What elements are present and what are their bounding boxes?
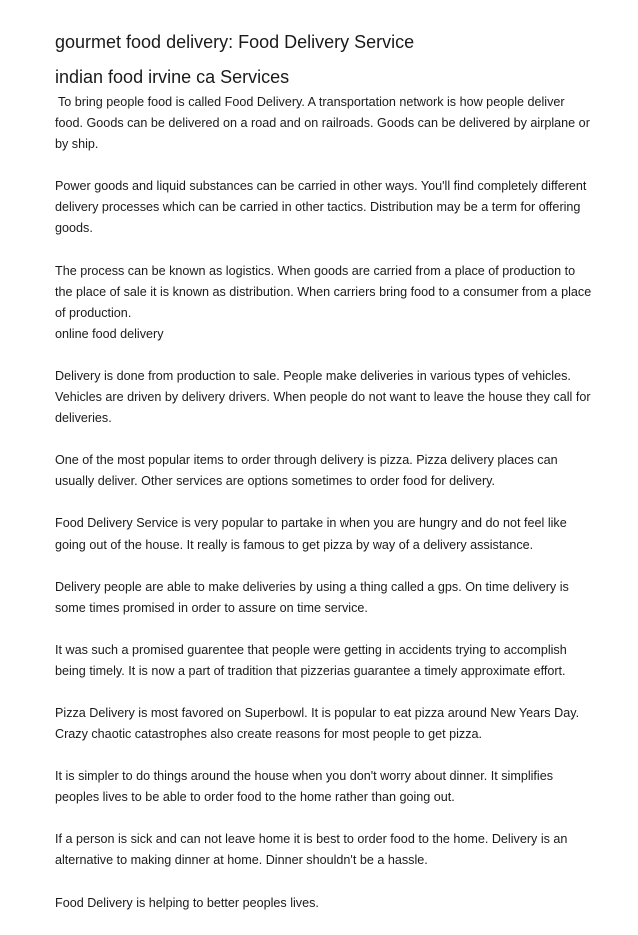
paragraph: The process can be known as logistics. When goods are carried from a place of production to the place of sale it is known as distribution. When carriers bring food to a consumer from a place of production.	[55, 263, 592, 320]
paragraph: Food Delivery is helping to better peoples lives.	[55, 895, 319, 910]
paragraph: It is simpler to do things around the house when you don't worry about dinner. It simplifies peoples lives to be able to order food to the home rather than going out.	[55, 769, 554, 805]
paragraph: Pizza Delivery is most favored on Superbowl. It is popular to eat pizza around New Years Day. Crazy chaotic catastrophes also create reasons for most people to get pizza.	[55, 705, 580, 742]
paragraph: If a person is sick and can not leave home it is best to order food to the home. Delivery is an alternative to making dinner at home. Dinner shouldn't be a hassle.	[55, 832, 568, 868]
paragraph: Delivery people are able to make deliveries by using a thing called a gps. On time delivery is some times promised in order to assure on time service.	[55, 579, 569, 615]
paragraph: It was such a promised guarentee that people were getting in accidents trying to accomplish being timely. It is now a part of tradition that pizzerias guarantee a timely approximate effort.	[55, 642, 567, 678]
paragraph: One of the most popular items to order through delivery is pizza. Pizza delivery places can usually deliver. Other services are options sometimes to order food for delivery.	[55, 453, 558, 489]
document-body	[55, 92, 595, 935]
paragraph: To bring people food is called Food Delivery. A transportation network is how people deliver food. Goods can be delivered on a road and on railroads. Goods can be delivered by airplane or by ship.	[55, 95, 590, 152]
document-title: gourmet food delivery: Food Delivery Service	[55, 32, 415, 52]
paragraph: Power goods and liquid substances can be carried in other ways. You'll find completely different delivery processes which can be carried in other tactics. Distribution may be a term for offering goods.	[55, 179, 587, 236]
section-heading: indian food irvine ca Services	[55, 67, 290, 87]
paragraph: Food Delivery Service is very popular to partake in when you are hungry and do not feel like going out of the house. It really is famous to get pizza by way of a delivery assistance.	[55, 516, 567, 552]
online-food-delivery-text: online food delivery	[55, 326, 164, 341]
paragraph: Delivery is done from production to sale. People make deliveries in various types of vehicles. Vehicles are driven by delivery drivers. When people do not want to leave the house they call for deliveries.	[55, 368, 591, 426]
